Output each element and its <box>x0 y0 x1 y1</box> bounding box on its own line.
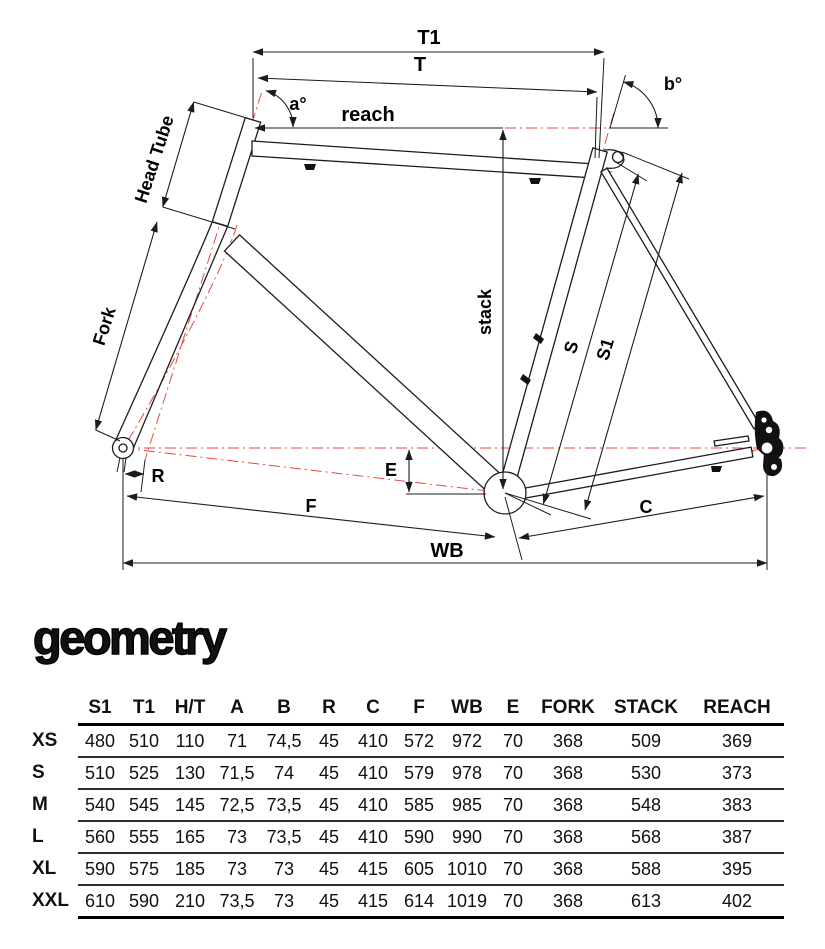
dim-label-stack: stack <box>475 288 495 336</box>
dim-label-angle-a: a° <box>289 94 307 114</box>
table-cell: 45 <box>308 757 350 789</box>
table-row <box>30 789 784 821</box>
table-cell: 74 <box>260 757 308 789</box>
table-cell: 73 <box>260 885 308 918</box>
table-cell: 560 <box>78 821 122 853</box>
table-cell: 70 <box>492 725 534 758</box>
fork-blade <box>114 222 212 444</box>
column-header: A <box>214 693 260 725</box>
size-label: L <box>32 826 44 847</box>
dim-label-wb: WB <box>430 540 464 562</box>
table-cell: 509 <box>602 725 690 758</box>
column-header: T1 <box>122 693 166 725</box>
table-cell: 368 <box>534 757 602 789</box>
table-cell: 73 <box>260 853 308 885</box>
table-cell: 610 <box>78 885 122 918</box>
table-cell: 1019 <box>442 885 492 918</box>
column-header: FORK <box>534 693 602 725</box>
column-header: B <box>260 693 308 725</box>
dim-label-angle-b: b° <box>663 74 683 94</box>
dim-t1 <box>253 27 604 158</box>
table-cell: 480 <box>78 725 122 758</box>
table-cell: 210 <box>166 885 214 918</box>
table-row <box>30 725 784 758</box>
table-cell: 395 <box>690 853 784 885</box>
table-cell: 575 <box>122 853 166 885</box>
table-cell: 990 <box>442 821 492 853</box>
dim-t <box>258 54 597 158</box>
table-cell: 373 <box>690 757 784 789</box>
table-cell: 45 <box>308 725 350 758</box>
table-cell: 70 <box>492 885 534 918</box>
dim-label-s1: S1 <box>592 335 619 363</box>
table-cell: 410 <box>350 757 396 789</box>
table-cell: 130 <box>166 757 214 789</box>
table-cell: 369 <box>690 725 784 758</box>
top-tube <box>252 141 595 178</box>
table-cell: 71,5 <box>214 757 260 789</box>
table-cell: 1010 <box>442 853 492 885</box>
column-header: STACK <box>602 693 690 725</box>
dim-angle-b <box>610 74 682 128</box>
table-cell: 368 <box>534 885 602 918</box>
table-cell: 585 <box>396 789 442 821</box>
column-header: REACH <box>690 693 784 725</box>
dim-label-c: C <box>639 497 653 517</box>
dim-label-head-tube: Head Tube <box>130 112 178 206</box>
table-cell: 70 <box>492 757 534 789</box>
dim-label-t: T <box>413 54 427 76</box>
table-row <box>30 757 784 789</box>
table-cell: 555 <box>122 821 166 853</box>
table-cell: 110 <box>166 725 214 758</box>
size-label: S <box>32 762 45 783</box>
size-label: M <box>32 794 48 815</box>
table-cell: 70 <box>492 789 534 821</box>
table-cell: 590 <box>396 821 442 853</box>
table-cell: 978 <box>442 757 492 789</box>
table-cell: 572 <box>396 725 442 758</box>
dim-label-f: F <box>305 496 317 516</box>
table-cell: 402 <box>690 885 784 918</box>
table-cell: 525 <box>122 757 166 789</box>
table-cell: 45 <box>308 821 350 853</box>
table-cell: 368 <box>534 853 602 885</box>
table-cell: 605 <box>396 853 442 885</box>
table-cell: 530 <box>602 757 690 789</box>
table-row <box>30 853 784 885</box>
table-cell: 590 <box>122 885 166 918</box>
table-cell: 368 <box>534 821 602 853</box>
table-cell: 410 <box>350 789 396 821</box>
header-row <box>30 693 784 725</box>
table-cell: 590 <box>78 853 122 885</box>
table-cell: 368 <box>534 789 602 821</box>
table-cell: 387 <box>690 821 784 853</box>
head-tube <box>212 118 260 227</box>
dim-stack <box>475 130 503 489</box>
table-cell: 415 <box>350 853 396 885</box>
table-cell: 73 <box>214 853 260 885</box>
table-cell: 410 <box>350 725 396 758</box>
table-cell: 73,5 <box>260 821 308 853</box>
size-label: XXL <box>32 890 69 912</box>
table-cell: 145 <box>166 789 214 821</box>
table-cell: 383 <box>690 789 784 821</box>
table-cell: 72,5 <box>214 789 260 821</box>
size-label: XL <box>32 858 57 879</box>
table-row <box>30 821 784 853</box>
table-cell: 579 <box>396 757 442 789</box>
table-cell: 73,5 <box>260 789 308 821</box>
column-header: S1 <box>78 693 122 725</box>
cable-stops <box>304 164 722 472</box>
table-cell: 73 <box>214 821 260 853</box>
seat-stay <box>601 168 760 429</box>
dim-label-t1: T1 <box>417 27 441 49</box>
dim-label-r: R <box>151 466 165 486</box>
table-cell: 510 <box>78 757 122 789</box>
page-title: geometry <box>33 611 225 664</box>
corner-cell <box>30 693 78 725</box>
table-cell: 71 <box>214 725 260 758</box>
table-cell: 368 <box>534 725 602 758</box>
down-tube <box>225 235 513 501</box>
table-cell: 185 <box>166 853 214 885</box>
table-cell: 985 <box>442 789 492 821</box>
table-cell: 545 <box>122 789 166 821</box>
dim-angle-a <box>266 91 307 127</box>
geometry-table <box>30 693 784 919</box>
column-header: E <box>492 693 534 725</box>
column-header: H/T <box>166 693 214 725</box>
table-cell: 70 <box>492 821 534 853</box>
column-header: F <box>396 693 442 725</box>
table-cell: 70 <box>492 853 534 885</box>
table-cell: 510 <box>122 725 166 758</box>
column-header: C <box>350 693 396 725</box>
table-cell: 73,5 <box>214 885 260 918</box>
column-header: WB <box>442 693 492 725</box>
table-cell: 568 <box>602 821 690 853</box>
column-header: R <box>308 693 350 725</box>
table-cell: 410 <box>350 821 396 853</box>
chain-stay <box>519 447 753 499</box>
dimension-lines <box>89 27 767 570</box>
table-cell: 614 <box>396 885 442 918</box>
table-cell: 548 <box>602 789 690 821</box>
table-cell: 972 <box>442 725 492 758</box>
dim-label-s: S <box>559 338 583 356</box>
table-cell: 415 <box>350 885 396 918</box>
frame-outline <box>113 118 784 514</box>
table-cell: 613 <box>602 885 690 918</box>
table-cell: 45 <box>308 885 350 918</box>
dim-label-reach: reach <box>341 104 395 126</box>
dim-r <box>123 458 165 570</box>
table-cell: 540 <box>78 789 122 821</box>
size-label: XS <box>32 729 58 751</box>
dim-label-fork: Fork <box>88 304 120 348</box>
table-cell: 74,5 <box>260 725 308 758</box>
table-cell: 165 <box>166 821 214 853</box>
table-row <box>30 885 784 918</box>
table-cell: 588 <box>602 853 690 885</box>
table-cell: 45 <box>308 853 350 885</box>
table-cell: 45 <box>308 789 350 821</box>
dim-wb <box>123 540 767 563</box>
seat-tube <box>498 148 607 495</box>
dim-label-e: E <box>384 460 398 480</box>
